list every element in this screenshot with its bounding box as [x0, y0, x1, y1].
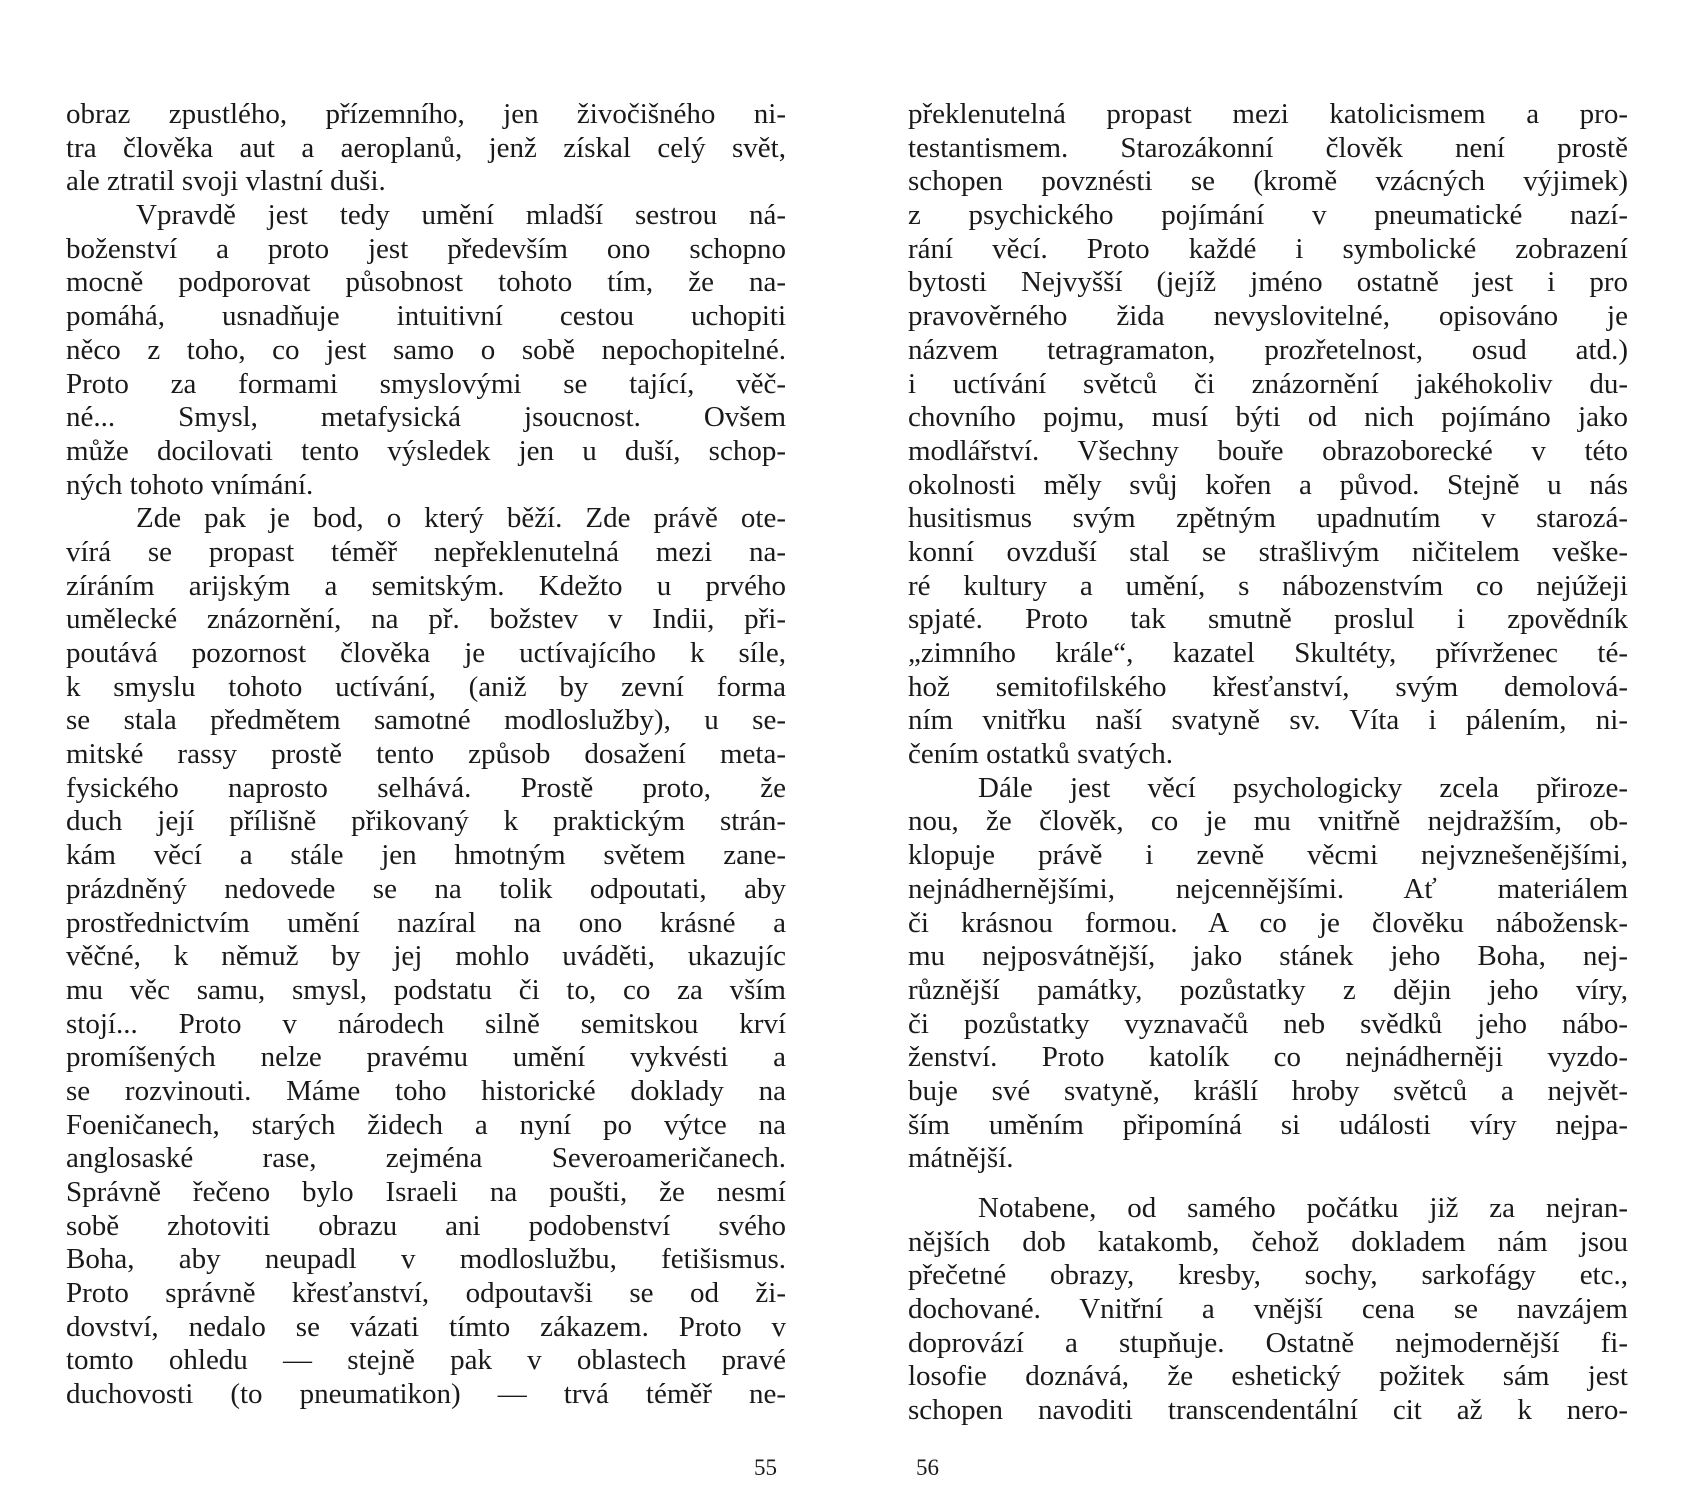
- text-line: husitismus svým zpětným upadnutím v starozá-: [908, 502, 1628, 535]
- text-line: né... Smysl, metafysická jsoucnost. Ovšem: [66, 401, 786, 434]
- text-line: buje své svatyně, krášlí hroby světců a největ-: [908, 1074, 1628, 1107]
- text-line: něco z toho, co jest samo o sobě nepochopitelné.: [66, 333, 786, 366]
- text-line: poutává pozornost člověka je uctívajícího k síle,: [66, 637, 786, 669]
- text-line: dochované. Vnitřní a vnější cena se navzájem: [908, 1293, 1628, 1326]
- text-line: nou, že člověk, co je mu vnitřně nejdražším, ob-: [908, 805, 1628, 838]
- paragraph: [66, 98, 786, 199]
- text-line: Zde pak je bod, o který běží. Zde právě ote-: [136, 502, 786, 535]
- text-line: testantismem. Starozákonní člověk není prostě: [908, 131, 1628, 164]
- text-line: přečetné obrazy, kresby, sochy, sarkofágy etc.,: [908, 1259, 1628, 1292]
- text-line: se rozvinouti. Máme toho historické doklady na: [66, 1074, 786, 1107]
- paragraph: [66, 199, 786, 502]
- text-line: boženství a proto jest především ono schopno: [66, 232, 786, 265]
- text-line: k smyslu tohoto uctívání, (aniž by zevní forma: [66, 670, 786, 703]
- paragraph: [66, 502, 786, 1412]
- text-line: tra člověka aut a aeroplanů, jenž získal celý svět,: [66, 131, 786, 164]
- text-line: hož semitofilského křesťanství, svým demolová-: [908, 670, 1628, 703]
- text-line: stojí... Proto v národech silně semitskou krví: [66, 1007, 786, 1040]
- text-line: promíšených nelze pravému umění vykvésti a: [66, 1041, 786, 1074]
- text-line: mátnější.: [908, 1142, 1014, 1175]
- text-line: či pozůstatky vyznavačů neb svědků jeho nábo-: [908, 1007, 1628, 1040]
- text-line: vírá se propast téměř nepřeklenutelná mezi na-: [66, 535, 786, 568]
- text-line: zíráním arijským a semitským. Kdežto u prvého: [66, 569, 786, 602]
- text-line: duch její přílišně přikovaný k praktickým strán-: [66, 805, 786, 838]
- text-line: doprovází a stupňuje. Ostatně nejmodernější fi-: [908, 1326, 1628, 1359]
- text-line: pravověrného žida nevyslovitelné, opisováno je: [908, 300, 1628, 333]
- text-line: obraz zpustlého, přízemního, jen živočišného ni-: [66, 98, 786, 130]
- text-line: z psychického pojímání v pneumatické nazí-: [908, 199, 1628, 232]
- text-line: ním vnitřku naší svatyně sv. Víta i pálením, ni-: [908, 704, 1628, 737]
- text-line: sobě zhotoviti obrazu ani podobenství svého: [66, 1209, 786, 1242]
- text-line: „zimního krále“, kazatel Skultéty, přívrženec té-: [908, 637, 1628, 669]
- text-line: nejnádhernějšími, nejcennějšími. Ať materiálem: [908, 872, 1628, 905]
- text-line: ženství. Proto katolík co nejnádherněji vyzdo-: [908, 1041, 1628, 1074]
- text-line: mitské rassy prostě tento způsob dosažení meta-: [66, 738, 786, 771]
- text-line: názvem tetragramaton, prozřetelnost, osud atd.): [908, 333, 1628, 366]
- text-line: spjaté. Proto tak smutně proslul i zpovědník: [908, 603, 1628, 636]
- text-line: Dále jest věcí psychologicky zcela přiroze-: [978, 771, 1628, 804]
- text-line: pomáhá, usnadňuje intuitivní cestou uchopiti: [66, 300, 786, 333]
- text-line: konní ovzduší stal se strašlivým ničitelem veške-: [908, 535, 1628, 568]
- text-line: kám věcí a stále jen hmotným světem zane-: [66, 839, 786, 872]
- paragraph: [908, 98, 1628, 772]
- text-line: rání věcí. Proto každé i symbolické zobrazení: [908, 232, 1628, 265]
- text-line: modlářství. Všechny bouře obrazoborecké v této: [908, 434, 1628, 467]
- paragraph: [908, 772, 1628, 1176]
- text-line: dovství, nedalo se vázati tímto zákazem. Proto v: [66, 1310, 786, 1343]
- text-line: Proto za formami smyslovými se tající, věč-: [66, 367, 786, 400]
- text-line: různější památky, pozůstatky z dějin jeho víry,: [908, 973, 1628, 1006]
- text-line: ré kultury a umění, s nábozenstvím co nejúžeji: [908, 569, 1628, 602]
- text-line: prostřednictvím umění nazíral na ono krásné a: [66, 906, 786, 939]
- page-number-right: 56: [916, 1455, 939, 1480]
- text-line: mu nejposvátnější, jako stánek jeho Boha, nej-: [908, 940, 1628, 973]
- text-line: duchovosti (to pneumatikon) — trvá téměř ne-: [66, 1378, 786, 1411]
- page-number-left: 55: [754, 1455, 777, 1480]
- text-line: může docilovati tento výsledek jen u duší, schop-: [66, 434, 786, 467]
- text-line: ných tohoto vnímání.: [66, 468, 314, 501]
- text-line: překlenutelná propast mezi katolicismem a pro-: [908, 98, 1628, 130]
- text-line: Správně řečeno bylo Israeli na poušti, že nesmí: [66, 1176, 786, 1208]
- text-line: tomto ohledu — stejně pak v oblastech pravé: [66, 1344, 786, 1377]
- text-line: či krásnou formou. A co je člověku nábožensk-: [908, 906, 1628, 939]
- page-left: [66, 98, 786, 1412]
- text-line: mu věc samu, smysl, podstatu či to, co za vším: [66, 973, 786, 1006]
- text-line: okolnosti měly svůj kořen a původ. Stejně u nás: [908, 468, 1628, 501]
- text-line: schopen navoditi transcendentální cit až k nero-: [908, 1394, 1628, 1427]
- text-line: chovního pojmu, musí býti od nich pojímáno jako: [908, 401, 1628, 434]
- text-line: i uctívání světců či znázornění jakéhokoliv du-: [908, 367, 1628, 400]
- text-line: bytosti Nejvyšší (jejíž jméno ostatně jest i pro: [908, 266, 1628, 299]
- text-line: ale ztratil svoji vlastní duši.: [66, 165, 386, 198]
- text-line: losofie doznává, že eshetický požitek sám jest: [908, 1360, 1628, 1393]
- text-line: věčné, k němuž by jej mohlo uváděti, ukazujíc: [66, 940, 786, 973]
- text-line: Vpravdě jest tedy umění mladší sestrou ná-: [136, 199, 786, 232]
- paragraph: [908, 1192, 1628, 1428]
- text-line: klopuje právě i zevně věcmi nejvznešenějšími,: [908, 839, 1628, 872]
- page-right: [908, 98, 1628, 1428]
- text-line: ším uměním připomíná si události víry nejpa-: [908, 1108, 1628, 1141]
- text-line: nějších dob katakomb, čehož dokladem nám jsou: [908, 1225, 1628, 1258]
- paragraph-gap: [908, 1176, 1628, 1192]
- text-line: se stala předmětem samotné modloslužby), u se-: [66, 704, 786, 737]
- text-line: anglosaské rase, zejména Severoameričanech.: [66, 1142, 786, 1175]
- text-line: mocně podporovat působnost tohoto tím, že na-: [66, 266, 786, 299]
- text-line: umělecké znázornění, na př. božstev v Indii, při-: [66, 603, 786, 636]
- text-line: schopen povznésti se (kromě vzácných výjimek): [908, 165, 1628, 198]
- text-line: Notabene, od samého počátku již za nejran-: [978, 1192, 1628, 1224]
- text-line: Foeničanech, starých židech a nyní po výtce na: [66, 1108, 786, 1141]
- text-line: Proto správně křesťanství, odpoutavši se od ži-: [66, 1277, 786, 1310]
- text-line: fysického naprosto selhává. Prostě proto, že: [66, 771, 786, 804]
- text-line: čením ostatků svatých.: [908, 738, 1173, 771]
- text-line: Boha, aby neupadl v modloslužbu, fetišismus.: [66, 1243, 786, 1276]
- text-line: prázdněný nedovede se na tolik odpoutati, aby: [66, 872, 786, 905]
